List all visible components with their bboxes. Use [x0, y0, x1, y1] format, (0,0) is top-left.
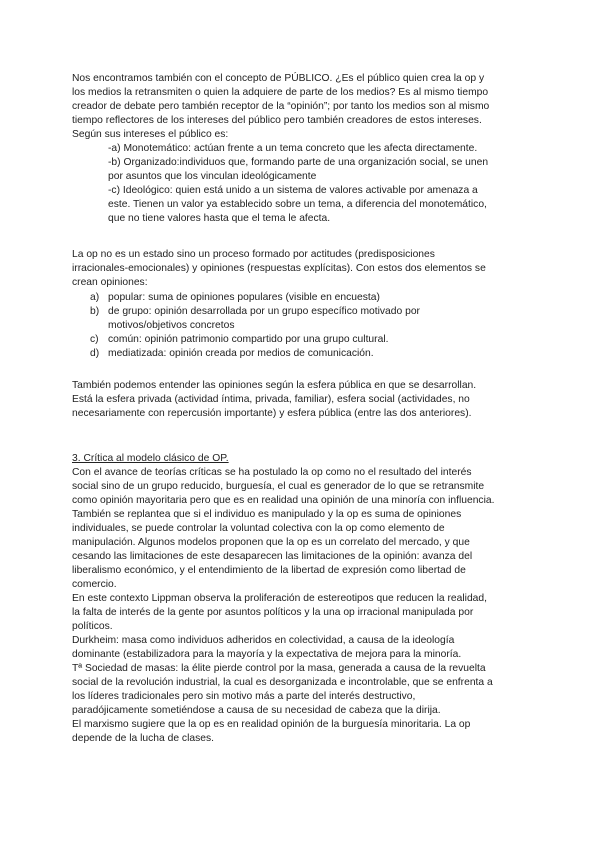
publico-type-ideologico — [72, 184, 532, 226]
text-line: Según sus intereses el público es: — [72, 129, 229, 140]
text-line: mediatizada: opinión creada por medios de comunicación. — [108, 348, 374, 359]
text-line: Está la esfera privada (actividad íntima, privada, familiar), esfera social (actividades, no — [72, 394, 470, 405]
list-marker: b) — [90, 306, 100, 317]
section-heading: 3. Crítica al modelo clásico de OP. — [72, 453, 229, 464]
list-item — [72, 333, 532, 347]
list-item — [72, 305, 532, 333]
text-line: este. Tienen un valor ya establecido sobre un tema, a diferencia del monotemático, — [108, 199, 487, 210]
list-item — [72, 291, 532, 305]
text-line: por asuntos que los vinculan ideológicamente — [108, 171, 317, 182]
publico-type-monotematico — [72, 142, 532, 156]
text-line: manipulación. Algunos modelos proponen que la op es un correlato del mercado, y que — [72, 537, 470, 548]
text-line: social sino de un grupo reducido, burguesía, el cual es generador de lo que se retransmite — [72, 481, 485, 492]
text-line: motivos/objetivos concretos — [108, 320, 235, 331]
text-line: liberalismo económico, y el entendimiento de la libertad de expresión como libertad de — [72, 565, 466, 576]
text-line: los medios la retransmiten o quien la adquiere de parte de los medios? Es al mismo tiempo — [72, 87, 489, 98]
text-line: necesariamente con repercusión importante) y esfera pública (entre las dos anteriores). — [72, 408, 472, 419]
paragraph-esferas — [72, 379, 532, 421]
text-line: -b) Organizado:individuos que, formando parte de una organización social, se unen — [108, 157, 489, 168]
list-marker: a) — [90, 292, 100, 303]
text-line: como opinión mayoritaria pero que es en realidad una opinión de una minoría con influencia. — [72, 495, 495, 506]
section-critica — [72, 452, 532, 746]
opinion-types-list — [72, 291, 532, 361]
paragraph-op-proceso — [72, 248, 532, 290]
text-line: dominante (estabilizadora para la mayoría y la expectativa de mejora para la minoría. — [72, 649, 462, 660]
text-line: individuales, se puede controlar la voluntad colectiva con la op como elemento de — [72, 523, 445, 534]
paragraph-publico — [72, 72, 532, 226]
list-marker: c) — [90, 334, 99, 345]
text-line: paradójicamente sometiéndose a causa de su necesidad de cabeza que la dirija. — [72, 705, 441, 716]
text-line: En este contexto Lippman observa la proliferación de estereotipos que reducen la realidad, — [72, 593, 487, 604]
text-line: El marxismo sugiere que la op es en realidad opinión de la burguesía minoritaria. La op — [72, 719, 471, 730]
list-marker: d) — [90, 348, 100, 359]
text-line: tiempo reflectores de los intereses del público pero también creadores de estos intereses. — [72, 115, 482, 126]
text-line: creador de debate pero también receptor de la “opinión”; por tanto los medios son al mismo — [72, 101, 490, 112]
text-line: cesando las limitaciones de este desaparecen las limitaciones de la opinión: avanza del — [72, 551, 473, 562]
text-line: Con el avance de teorías críticas se ha postulado la op como no el resultado del interés — [72, 467, 472, 478]
text-line: social de la revolución industrial, la cual es desorganizada e incontrolable, que se enfrenta a — [72, 677, 493, 688]
text-line: depende de la lucha de clases. — [72, 733, 214, 744]
text-line: -c) Ideológico: quien está unido a un sistema de valores activable por amenaza a — [108, 185, 478, 196]
text-line: popular: suma de opiniones populares (visible en encuesta) — [108, 292, 380, 303]
text-line: los líderes tradicionales pero sin motivo más a parte del interés destructivo, — [72, 691, 416, 702]
text-line: -a) Monotemático: actúan frente a un tema concreto que les afecta directamente. — [108, 143, 478, 154]
publico-type-organizado — [72, 156, 532, 184]
text-line: común: opinión patrimonio compartido por una grupo cultural. — [108, 334, 389, 345]
text-line: irracionales-emocionales) y opiniones (respuestas explícitas). Con estos dos elementos se — [72, 263, 486, 274]
text-line: políticos. — [72, 621, 113, 632]
text-line: comercio. — [72, 579, 117, 590]
list-item — [72, 347, 532, 361]
text-line: de grupo: opinión desarrollada por un grupo específico motivado por — [108, 306, 420, 317]
text-line: También podemos entender las opiniones según la esfera pública en que se desarrollan. — [72, 380, 477, 391]
text-line: Tª Sociedad de masas: la élite pierde control por la masa, generada a causa de la revuelta — [72, 663, 486, 674]
text-line: Nos encontramos también con el concepto de PÚBLICO. ¿Es el público quien crea la op y — [72, 73, 485, 84]
text-line: crean opiniones: — [72, 277, 148, 288]
text-line: La op no es un estado sino un proceso formado por actitudes (predisposiciones — [72, 249, 435, 260]
text-line: que no tiene valores hasta que el tema le afecta. — [108, 213, 331, 224]
text-line: la falta de interés de la gente por asuntos políticos y la una op irracional manipulada por — [72, 607, 474, 618]
text-line: Durkheim: masa como individuos adheridos en colectividad, a causa de la ideología — [72, 635, 455, 646]
text-line: También se replantea que si el individuo es manipulado y la op es suma de opiniones — [72, 509, 462, 520]
